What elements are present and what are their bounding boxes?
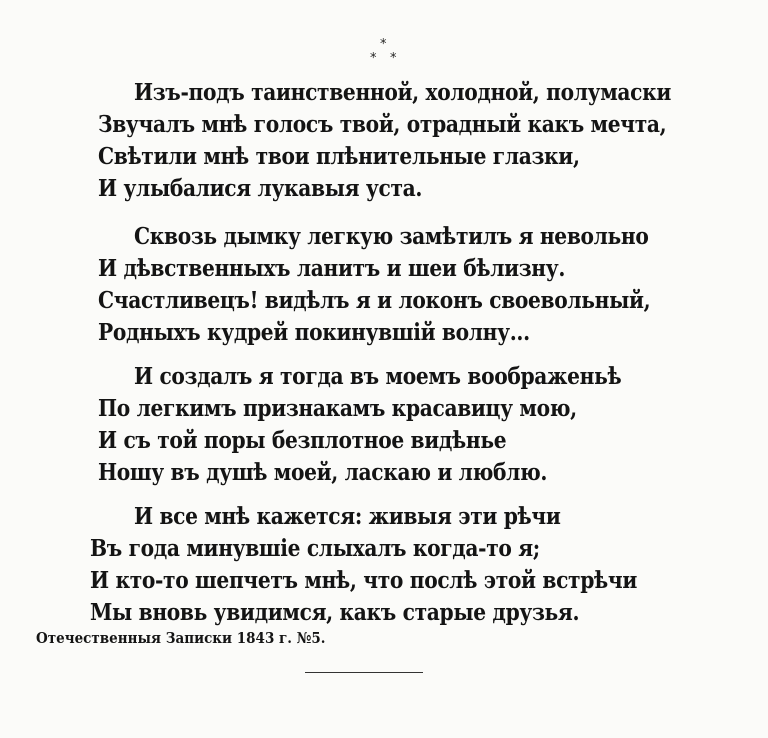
asterism-star-right: *	[390, 51, 397, 66]
stanza-2-line-1: Сквозь дымку легкую замѣтилъ я невольно	[134, 222, 649, 250]
stanza-1-line-1: Изъ-подъ таинственной, холодной, полумаски	[134, 78, 672, 106]
asterism-star-top: *	[380, 37, 387, 52]
stanza-2-line-3: Счастливецъ! видѣлъ я и локонъ своевольный,	[98, 286, 651, 314]
source-citation: Отечественныя Записки 1843 г. №5.	[36, 629, 326, 647]
stanza-2-line-2: И дѣвственныхъ ланитъ и шеи бѣлизну.	[98, 254, 566, 282]
closing-rule	[305, 672, 423, 673]
stanza-3-line-4: Ношу въ душѣ моей, ласкаю и люблю.	[98, 458, 548, 486]
stanza-4-line-3: И кто-то шепчетъ мнѣ, что послѣ этой встрѣчи	[90, 566, 637, 594]
asterism-star-left: *	[370, 51, 377, 66]
stanza-4-line-1: И все мнѣ кажется: живыя эти рѣчи	[134, 502, 561, 530]
stanza-1-line-4: И улыбалися лукавыя уста.	[98, 174, 423, 202]
stanza-1-line-3: Свѣтили мнѣ твои плѣнительные глазки,	[98, 142, 580, 170]
stanza-1-line-2: Звучалъ мнѣ голосъ твой, отрадный какъ мечта,	[98, 110, 667, 138]
stanza-3-line-3: И съ той поры безплотное видѣнье	[98, 426, 507, 454]
stanza-4-line-2: Въ года минувшіе слыхалъ когда-то я;	[90, 534, 540, 562]
stanza-2-line-4: Родныхъ кудрей покинувшій волну...	[98, 318, 530, 346]
stanza-4-line-4: Мы вновь увидимся, какъ старые друзья.	[90, 598, 580, 626]
stanza-3-line-1: И создалъ я тогда въ моемъ воображеньѣ	[134, 362, 622, 390]
stanza-3-line-2: По легкимъ признакамъ красавицу мою,	[98, 394, 577, 422]
asterism-ornament	[366, 38, 406, 74]
